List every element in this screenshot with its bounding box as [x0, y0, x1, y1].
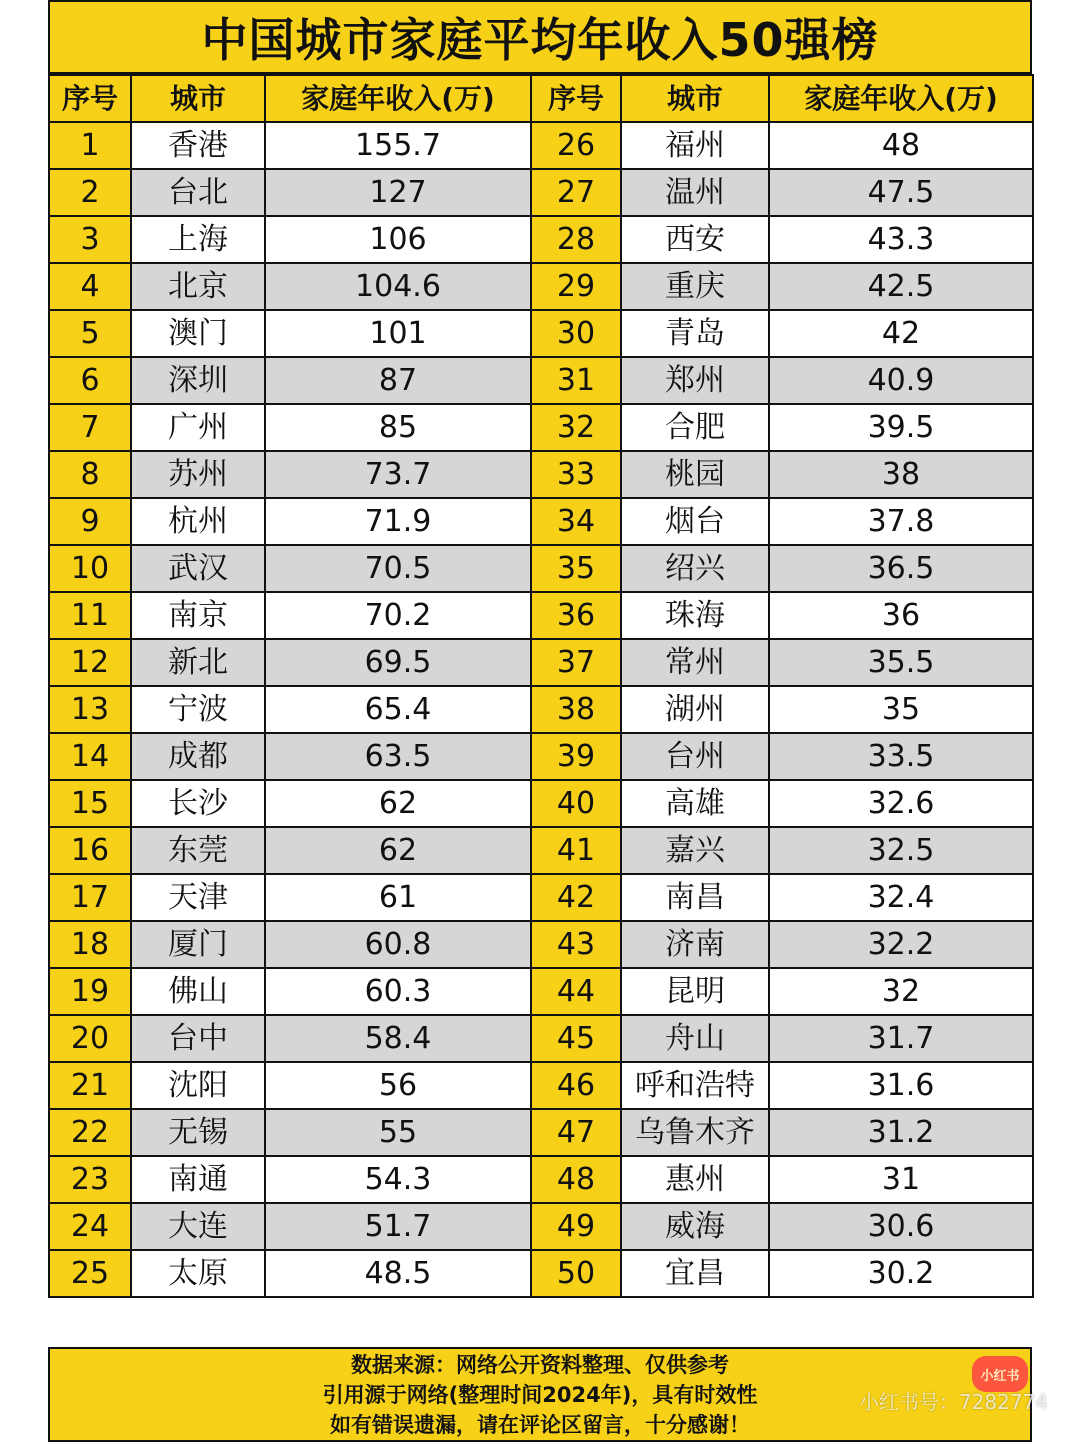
city-cell: 重庆 [621, 263, 769, 310]
city-cell: 济南 [621, 921, 769, 968]
city-cell: 厦门 [131, 921, 265, 968]
city-cell: 沈阳 [131, 1062, 265, 1109]
income-cell: 155.7 [265, 122, 531, 169]
income-cell: 61 [265, 874, 531, 921]
city-cell: 无锡 [131, 1109, 265, 1156]
city-cell: 呼和浩特 [621, 1062, 769, 1109]
income-cell: 30.2 [769, 1250, 1033, 1297]
table-row [49, 1109, 1033, 1156]
city-cell: 北京 [131, 263, 265, 310]
income-cell: 31.2 [769, 1109, 1033, 1156]
city-cell: 高雄 [621, 780, 769, 827]
income-cell: 31.7 [769, 1015, 1033, 1062]
rank-cell: 42 [531, 874, 621, 921]
income-cell: 60.3 [265, 968, 531, 1015]
income-cell: 39.5 [769, 404, 1033, 451]
table-row [49, 216, 1033, 263]
rank-cell: 26 [531, 122, 621, 169]
income-cell: 85 [265, 404, 531, 451]
city-cell: 台中 [131, 1015, 265, 1062]
table-row [49, 592, 1033, 639]
income-cell: 32.2 [769, 921, 1033, 968]
income-cell: 40.9 [769, 357, 1033, 404]
page-title: 中国城市家庭平均年收入50强榜 [48, 0, 1032, 74]
income-cell: 70.2 [265, 592, 531, 639]
rank-cell: 39 [531, 733, 621, 780]
income-cell: 47.5 [769, 169, 1033, 216]
rank-cell: 34 [531, 498, 621, 545]
city-cell: 澳门 [131, 310, 265, 357]
table-row [49, 310, 1033, 357]
rank-cell: 7 [49, 404, 131, 451]
city-cell: 宁波 [131, 686, 265, 733]
source-line-2: 引用源于网络(整理时间2024年)，具有时效性 [322, 1382, 758, 1407]
table-row [49, 686, 1033, 733]
income-cell: 30.6 [769, 1203, 1033, 1250]
table-row [49, 169, 1033, 216]
rank-cell: 36 [531, 592, 621, 639]
income-cell: 32.5 [769, 827, 1033, 874]
city-cell: 太原 [131, 1250, 265, 1297]
income-cell: 38 [769, 451, 1033, 498]
table-row [49, 404, 1033, 451]
xiaohongshu-logo: 小红书 [972, 1356, 1028, 1392]
income-cell: 32 [769, 968, 1033, 1015]
table-row [49, 639, 1033, 686]
rank-cell: 16 [49, 827, 131, 874]
header-income-left: 家庭年收入(万) [265, 75, 531, 122]
city-cell: 台北 [131, 169, 265, 216]
city-cell: 合肥 [621, 404, 769, 451]
table-row [49, 827, 1033, 874]
income-cell: 69.5 [265, 639, 531, 686]
table-row [49, 1156, 1033, 1203]
income-cell: 127 [265, 169, 531, 216]
income-cell: 70.5 [265, 545, 531, 592]
income-cell: 71.9 [265, 498, 531, 545]
income-cell: 73.7 [265, 451, 531, 498]
income-cell: 36.5 [769, 545, 1033, 592]
rank-cell: 15 [49, 780, 131, 827]
city-cell: 威海 [621, 1203, 769, 1250]
rank-cell: 28 [531, 216, 621, 263]
income-cell: 31 [769, 1156, 1033, 1203]
rank-cell: 29 [531, 263, 621, 310]
rank-cell: 20 [49, 1015, 131, 1062]
income-cell: 54.3 [265, 1156, 531, 1203]
city-cell: 珠海 [621, 592, 769, 639]
ranking-table [48, 74, 1034, 1298]
income-cell: 104.6 [265, 263, 531, 310]
city-cell: 舟山 [621, 1015, 769, 1062]
income-cell: 33.5 [769, 733, 1033, 780]
rank-cell: 38 [531, 686, 621, 733]
table-row [49, 263, 1033, 310]
income-cell: 32.4 [769, 874, 1033, 921]
table-header-row [49, 75, 1033, 122]
rank-cell: 13 [49, 686, 131, 733]
rank-cell: 23 [49, 1156, 131, 1203]
rank-cell: 12 [49, 639, 131, 686]
table-row [49, 874, 1033, 921]
header-city-right: 城市 [621, 75, 769, 122]
rank-cell: 35 [531, 545, 621, 592]
city-cell: 湖州 [621, 686, 769, 733]
income-cell: 55 [265, 1109, 531, 1156]
table-row [49, 921, 1033, 968]
rank-cell: 30 [531, 310, 621, 357]
rank-cell: 1 [49, 122, 131, 169]
income-cell: 35 [769, 686, 1033, 733]
table-row [49, 1062, 1033, 1109]
city-cell: 广州 [131, 404, 265, 451]
table-row [49, 122, 1033, 169]
income-cell: 51.7 [265, 1203, 531, 1250]
rank-cell: 41 [531, 827, 621, 874]
city-cell: 上海 [131, 216, 265, 263]
rank-cell: 25 [49, 1250, 131, 1297]
table-body [49, 122, 1033, 1297]
income-cell: 58.4 [265, 1015, 531, 1062]
rank-cell: 17 [49, 874, 131, 921]
city-cell: 昆明 [621, 968, 769, 1015]
income-cell: 62 [265, 827, 531, 874]
source-line-3: 如有错误遗漏，请在评论区留言，十分感谢！ [330, 1412, 750, 1437]
city-cell: 温州 [621, 169, 769, 216]
rank-cell: 44 [531, 968, 621, 1015]
rank-cell: 49 [531, 1203, 621, 1250]
city-cell: 南昌 [621, 874, 769, 921]
rank-cell: 2 [49, 169, 131, 216]
rank-cell: 19 [49, 968, 131, 1015]
rank-cell: 4 [49, 263, 131, 310]
rank-cell: 46 [531, 1062, 621, 1109]
city-cell: 佛山 [131, 968, 265, 1015]
rank-cell: 27 [531, 169, 621, 216]
income-cell: 106 [265, 216, 531, 263]
income-cell: 63.5 [265, 733, 531, 780]
rank-cell: 14 [49, 733, 131, 780]
city-cell: 武汉 [131, 545, 265, 592]
city-cell: 长沙 [131, 780, 265, 827]
city-cell: 杭州 [131, 498, 265, 545]
city-cell: 大连 [131, 1203, 265, 1250]
city-cell: 台州 [621, 733, 769, 780]
rank-cell: 11 [49, 592, 131, 639]
income-cell: 48.5 [265, 1250, 531, 1297]
city-cell: 福州 [621, 122, 769, 169]
rank-cell: 37 [531, 639, 621, 686]
rank-cell: 3 [49, 216, 131, 263]
city-cell: 天津 [131, 874, 265, 921]
rank-cell: 6 [49, 357, 131, 404]
table-row [49, 498, 1033, 545]
rank-cell: 18 [49, 921, 131, 968]
rank-cell: 43 [531, 921, 621, 968]
rank-cell: 8 [49, 451, 131, 498]
city-cell: 绍兴 [621, 545, 769, 592]
city-cell: 郑州 [621, 357, 769, 404]
income-cell: 35.5 [769, 639, 1033, 686]
table-row [49, 780, 1033, 827]
city-cell: 香港 [131, 122, 265, 169]
table-row [49, 451, 1033, 498]
income-cell: 48 [769, 122, 1033, 169]
header-city-left: 城市 [131, 75, 265, 122]
rank-cell: 40 [531, 780, 621, 827]
table-row [49, 968, 1033, 1015]
header-income-right: 家庭年收入(万) [769, 75, 1033, 122]
rank-cell: 24 [49, 1203, 131, 1250]
rank-cell: 22 [49, 1109, 131, 1156]
city-cell: 烟台 [621, 498, 769, 545]
city-cell: 苏州 [131, 451, 265, 498]
watermark-text: 小红书号：7282774 [858, 1390, 1048, 1414]
rank-cell: 31 [531, 357, 621, 404]
city-cell: 南京 [131, 592, 265, 639]
rank-cell: 33 [531, 451, 621, 498]
income-cell: 43.3 [769, 216, 1033, 263]
income-cell: 62 [265, 780, 531, 827]
source-line-1: 数据来源：网络公开资料整理、仅供参考 [351, 1352, 729, 1377]
income-cell: 42.5 [769, 263, 1033, 310]
city-cell: 青岛 [621, 310, 769, 357]
city-cell: 南通 [131, 1156, 265, 1203]
income-cell: 36 [769, 592, 1033, 639]
rank-cell: 50 [531, 1250, 621, 1297]
rank-cell: 47 [531, 1109, 621, 1156]
rank-cell: 32 [531, 404, 621, 451]
rank-cell: 9 [49, 498, 131, 545]
header-rank-right: 序号 [531, 75, 621, 122]
city-cell: 桃园 [621, 451, 769, 498]
rank-cell: 5 [49, 310, 131, 357]
table-row [49, 733, 1033, 780]
income-cell: 56 [265, 1062, 531, 1109]
table-row [49, 545, 1033, 592]
rank-cell: 45 [531, 1015, 621, 1062]
city-cell: 西安 [621, 216, 769, 263]
income-cell: 32.6 [769, 780, 1033, 827]
rank-cell: 21 [49, 1062, 131, 1109]
city-cell: 东莞 [131, 827, 265, 874]
header-rank-left: 序号 [49, 75, 131, 122]
income-cell: 101 [265, 310, 531, 357]
rank-cell: 48 [531, 1156, 621, 1203]
table-row [49, 1250, 1033, 1297]
city-cell: 嘉兴 [621, 827, 769, 874]
income-cell: 42 [769, 310, 1033, 357]
city-cell: 常州 [621, 639, 769, 686]
income-cell: 31.6 [769, 1062, 1033, 1109]
city-cell: 乌鲁木齐 [621, 1109, 769, 1156]
city-cell: 成都 [131, 733, 265, 780]
rank-cell: 10 [49, 545, 131, 592]
income-cell: 37.8 [769, 498, 1033, 545]
city-cell: 惠州 [621, 1156, 769, 1203]
table-row [49, 357, 1033, 404]
income-cell: 60.8 [265, 921, 531, 968]
city-cell: 深圳 [131, 357, 265, 404]
income-cell: 65.4 [265, 686, 531, 733]
table-row [49, 1015, 1033, 1062]
table-row [49, 1203, 1033, 1250]
city-cell: 宜昌 [621, 1250, 769, 1297]
ranking-poster [48, 0, 1032, 1442]
city-cell: 新北 [131, 639, 265, 686]
income-cell: 87 [265, 357, 531, 404]
